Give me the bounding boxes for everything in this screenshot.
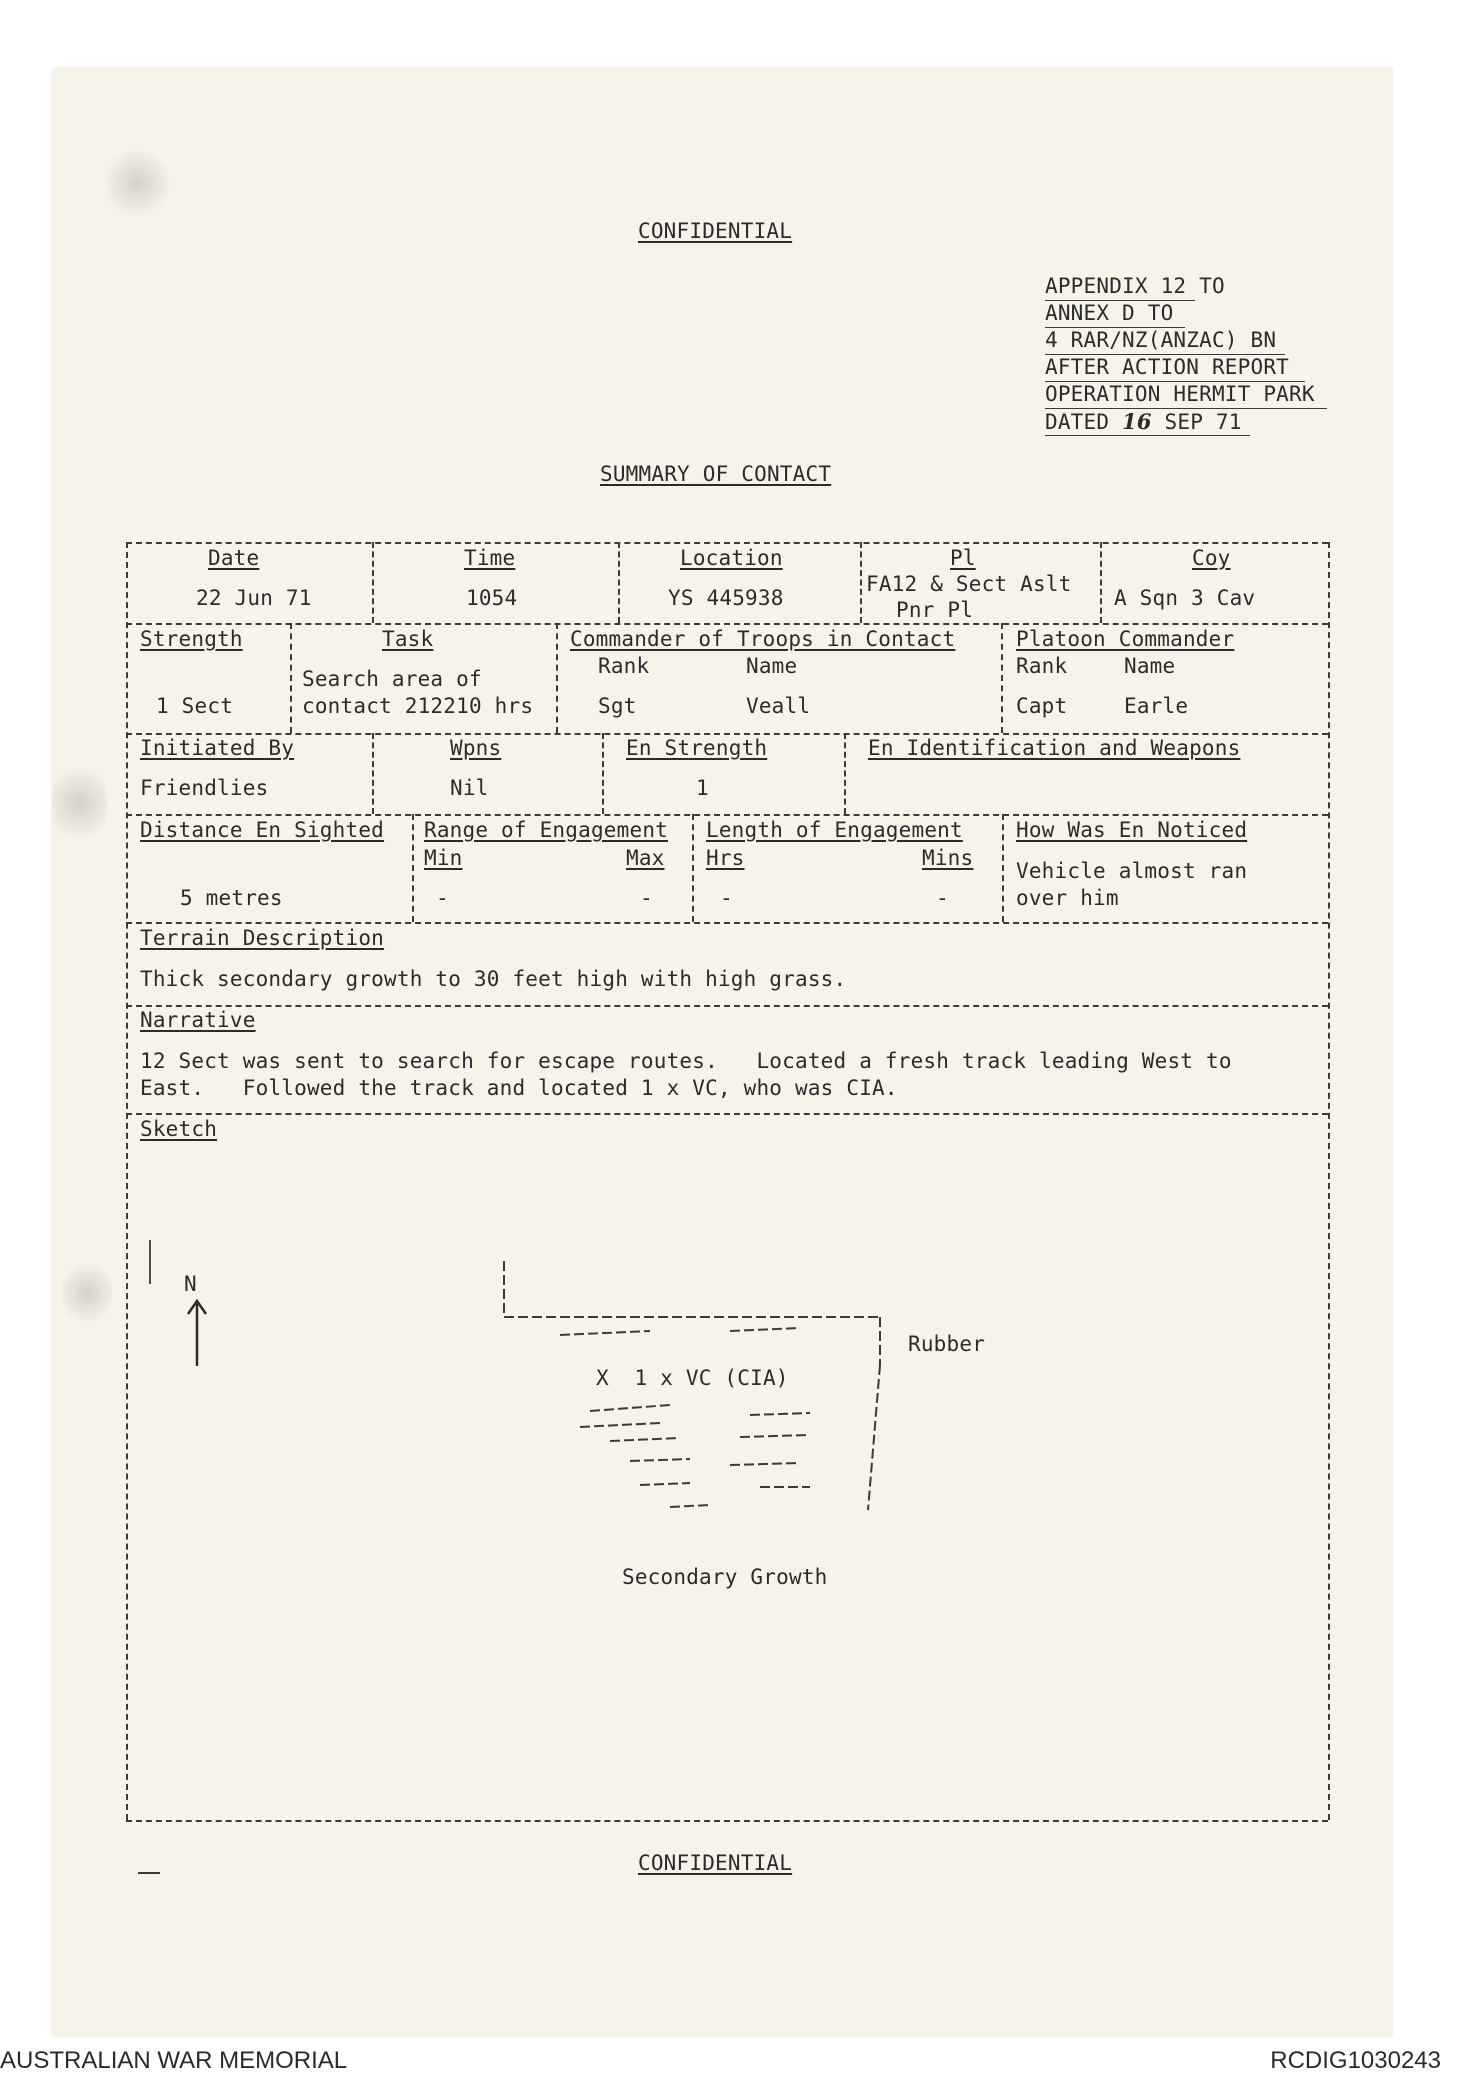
date-value: 22 Jun 71 xyxy=(196,586,312,610)
row-divider xyxy=(126,922,1328,924)
table-border-bottom xyxy=(126,1820,1328,1822)
en-strength-value: 1 xyxy=(696,776,709,800)
pl-value-line2: Pnr Pl xyxy=(896,598,974,622)
pl-value-line1: FA12 & Sect Aslt xyxy=(866,572,1072,596)
sketch-vc-marker: X 1 x VC (CIA) xyxy=(596,1366,789,1390)
paper-stain xyxy=(62,1258,112,1328)
sketch-label: Sketch xyxy=(140,1117,218,1141)
range-min-label: Min xyxy=(424,846,463,870)
table-border-top xyxy=(126,542,1328,544)
appendix-line-1: APPENDIX 12 TO xyxy=(1045,274,1225,298)
wpns-label: Wpns xyxy=(450,736,502,760)
appendix-line-5: OPERATION HERMIT PARK xyxy=(1045,382,1315,406)
appendix-line-4: AFTER ACTION REPORT xyxy=(1045,355,1290,379)
paper-stain xyxy=(52,758,107,848)
appendix-dated xyxy=(1045,409,1242,434)
length-label: Length of Engagement xyxy=(706,818,963,842)
col-divider xyxy=(372,733,374,814)
location-label: Location xyxy=(680,546,783,570)
col-divider xyxy=(556,623,558,733)
dated-day-handwritten: 16 xyxy=(1122,409,1152,434)
strength-value: 1 Sect xyxy=(156,694,234,718)
appendix-line-3: 4 RAR/NZ(ANZAC) BN xyxy=(1045,328,1277,352)
appendix-underline xyxy=(1045,435,1250,436)
dated-rest: SEP 71 xyxy=(1164,410,1242,434)
appendix-underline xyxy=(1045,381,1305,382)
time-label: Time xyxy=(464,546,516,570)
col-divider xyxy=(412,814,414,922)
narrative-line2: East. Followed the track and located 1 x VC, who was CIA. xyxy=(140,1076,898,1100)
appendix-underline xyxy=(1045,327,1185,328)
sketch-tick-mark xyxy=(140,1238,160,1288)
dated-label: DATED xyxy=(1045,410,1110,434)
narrative-label: Narrative xyxy=(140,1008,256,1032)
table-border-right xyxy=(1328,542,1330,1820)
strength-label: Strength xyxy=(140,627,243,651)
coy-value: A Sqn 3 Cav xyxy=(1114,586,1256,610)
length-hrs-label: Hrs xyxy=(706,846,745,870)
range-min: - xyxy=(436,886,449,910)
col-divider xyxy=(692,814,694,922)
date-label: Date xyxy=(208,546,260,570)
pl-label: Pl xyxy=(950,546,976,570)
north-label: N xyxy=(184,1272,197,1296)
col-divider xyxy=(372,542,374,623)
row-divider xyxy=(126,623,1328,625)
range-label: Range of Engagement xyxy=(424,818,669,842)
initiated-by-value: Friendlies xyxy=(140,776,269,800)
north-arrow-icon xyxy=(184,1298,210,1368)
platoon-commander-label: Platoon Commander xyxy=(1016,627,1235,651)
how-noticed-label: How Was En Noticed xyxy=(1016,818,1248,842)
paper-stain xyxy=(102,148,172,218)
time-value: 1054 xyxy=(466,586,518,610)
en-strength-label: En Strength xyxy=(626,736,768,760)
appendix-underline xyxy=(1045,354,1285,355)
initiated-by-label: Initiated By xyxy=(140,736,295,760)
footer-archive-name: AUSTRALIAN WAR MEMORIAL xyxy=(0,2047,348,2074)
distance-value: 5 metres xyxy=(180,886,283,910)
stray-mark xyxy=(138,1872,160,1874)
col-divider xyxy=(290,623,292,733)
col-divider xyxy=(860,542,862,623)
commander-label: Commander of Troops in Contact xyxy=(570,627,956,651)
row-divider xyxy=(126,733,1328,735)
range-max-label: Max xyxy=(626,846,665,870)
location-value: YS 445938 xyxy=(668,586,784,610)
platoon-name: Earle xyxy=(1124,694,1189,718)
terrain-value: Thick secondary growth to 30 feet high with high grass. xyxy=(140,967,847,991)
appendix-underline xyxy=(1045,408,1327,409)
sketch-secondary-growth-label: Secondary Growth xyxy=(622,1565,828,1589)
task-value-line1: Search area of xyxy=(302,667,482,691)
wpns-value: Nil xyxy=(450,776,489,800)
col-divider xyxy=(1001,623,1003,733)
how-noticed-line1: Vehicle almost ran xyxy=(1016,859,1248,883)
en-identification-label: En Identification and Weapons xyxy=(868,736,1241,760)
range-max: - xyxy=(640,886,653,910)
table-border-left xyxy=(126,542,128,1820)
length-mins: - xyxy=(936,886,949,910)
commander-rank: Sgt xyxy=(598,694,637,718)
commander-rank-label: Rank xyxy=(598,654,650,678)
task-value-line2: contact 212210 hrs xyxy=(302,694,534,718)
task-label: Task xyxy=(382,627,434,651)
col-divider xyxy=(602,733,604,814)
distance-label: Distance En Sighted xyxy=(140,818,385,842)
platoon-rank: Capt xyxy=(1016,694,1068,718)
classification-bottom: CONFIDENTIAL xyxy=(638,1851,793,1875)
coy-label: Coy xyxy=(1192,546,1231,570)
footer-record-id: RCDIG1030243 xyxy=(1270,2047,1441,2074)
platoon-rank-label: Rank xyxy=(1016,654,1068,678)
row-divider xyxy=(126,1005,1328,1007)
length-mins-label: Mins xyxy=(922,846,974,870)
how-noticed-line2: over him xyxy=(1016,886,1119,910)
summary-title: SUMMARY OF CONTACT xyxy=(600,462,832,486)
sketch-rubber-label: Rubber xyxy=(908,1332,986,1356)
col-divider xyxy=(618,542,620,623)
col-divider xyxy=(1002,814,1004,922)
col-divider xyxy=(844,733,846,814)
platoon-name-label: Name xyxy=(1124,654,1176,678)
narrative-line1: 12 Sect was sent to search for escape routes. Located a fresh track leading West to xyxy=(140,1049,1232,1073)
terrain-label: Terrain Description xyxy=(140,926,385,950)
commander-name: Veall xyxy=(746,694,811,718)
commander-name-label: Name xyxy=(746,654,798,678)
row-divider xyxy=(126,1113,1328,1115)
appendix-line-2: ANNEX D TO xyxy=(1045,301,1174,325)
appendix-underline xyxy=(1045,300,1195,301)
length-hrs: - xyxy=(720,886,733,910)
sketch-map-drawing xyxy=(490,1255,890,1525)
col-divider xyxy=(1100,542,1102,623)
row-divider xyxy=(126,814,1328,816)
classification-top: CONFIDENTIAL xyxy=(638,219,793,243)
